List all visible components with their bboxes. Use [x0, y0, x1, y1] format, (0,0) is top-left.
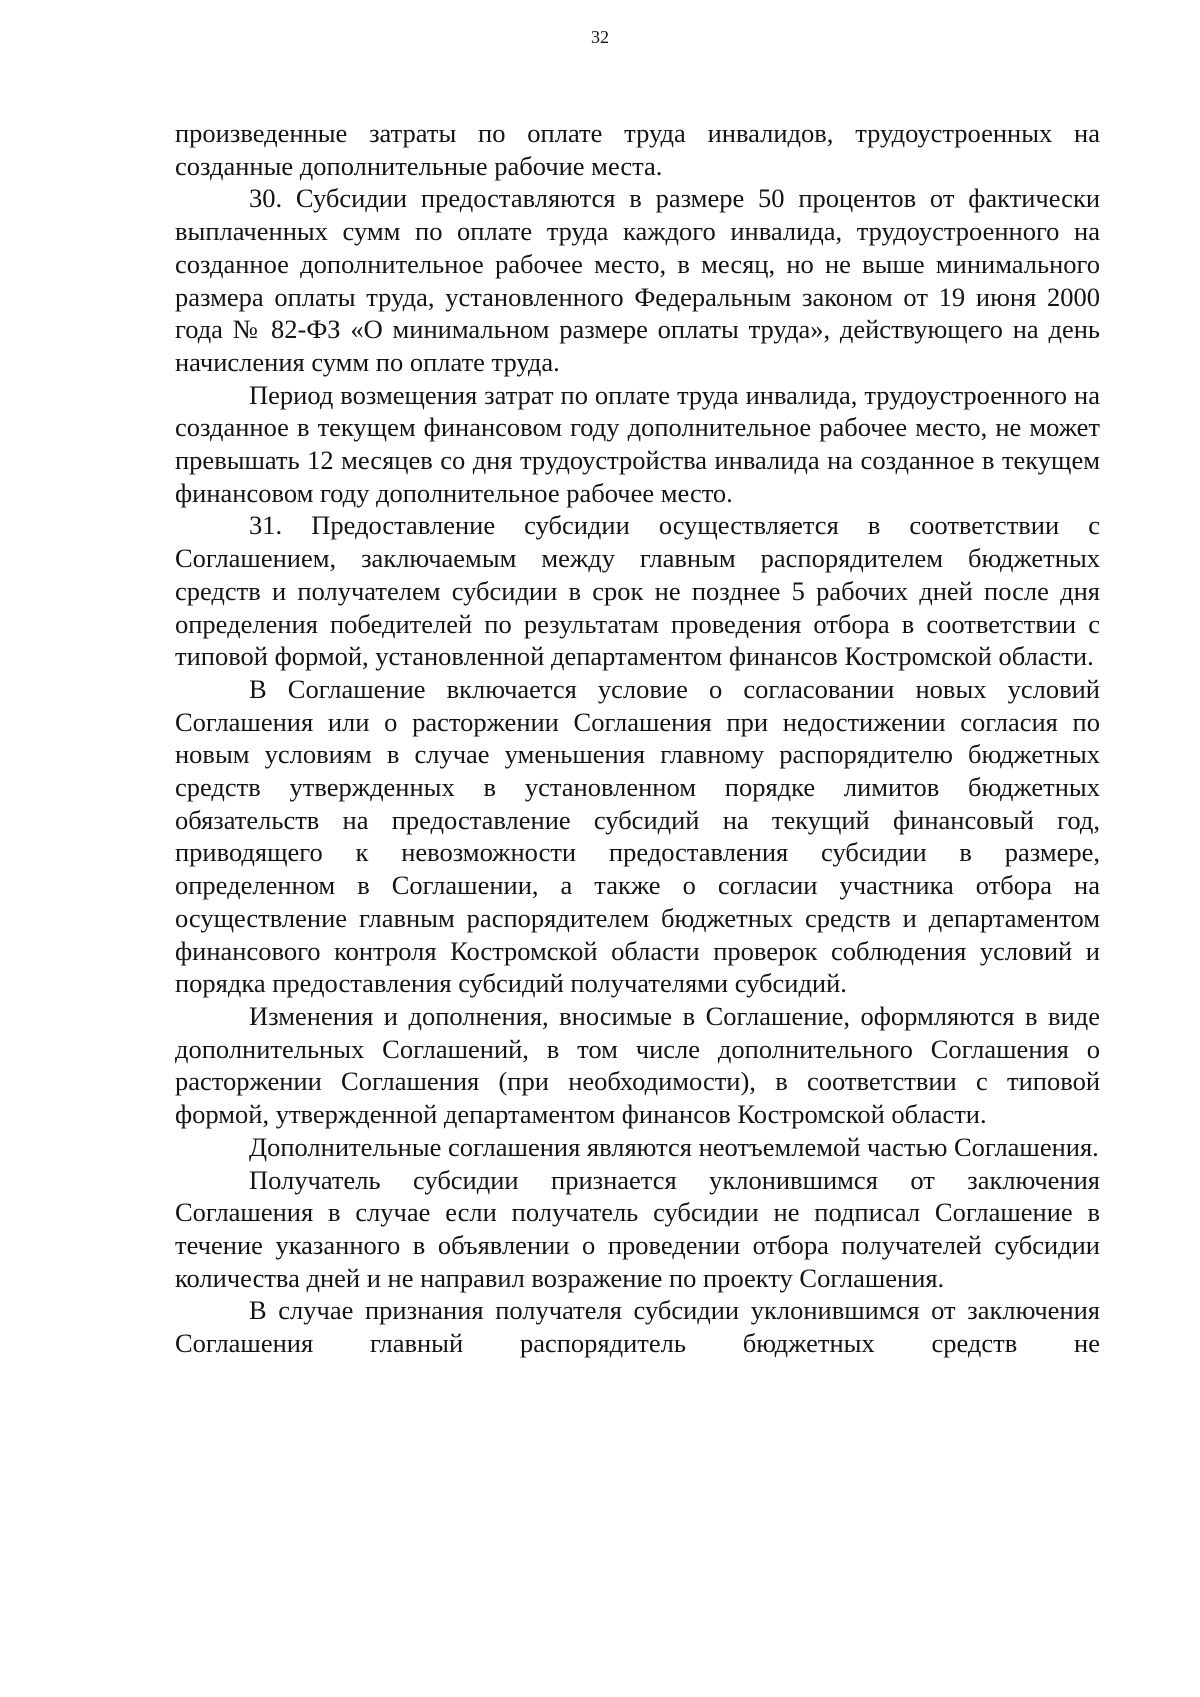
- paragraph-continuation: произведенные затраты по оплате труда инвалидов, трудоустроенных на созданные дополнительные рабочие места.: [175, 118, 1100, 181]
- paragraph-additional-agreements: Дополнительные соглашения являются неотъемлемой частью Соглашения.: [249, 1131, 1099, 1162]
- paragraph-evasion: Получатель субсидии признается уклонившимся от заключения Соглашения в случае если получатель субсидии не подписал Соглашение в течение указанного в объявлении о проведении отбора получателей субсидии количества дней и не направил возражение по проекту Соглашения.: [175, 1164, 1100, 1293]
- paragraph-compensation-period: Период возмещения затрат по оплате труда инвалида, трудоустроенного на созданное в текущем финансовом году дополнительное рабочее место, не может превышать 12 месяцев со дня трудоустройства инвалида на созданное в текущем финансовом году дополнительное рабочее место.: [175, 379, 1100, 508]
- page-number: 32: [591, 27, 609, 47]
- paragraph-item-30: 30. Субсидии предоставляются в размере 50 процентов от фактически выплаченных сумм по оплате труда каждого инвалида, трудоустроенного на созданное дополнительное рабочее место, в месяц, но не выше минимального размера оплаты труда, установленного Федеральным законом от 19 июня 2000 года № 82-ФЗ «О минимальном размере оплаты труда», действующего на день начисления сумм по оплате труда.: [175, 183, 1100, 377]
- document-body: [175, 117, 1100, 1360]
- paragraph-agreement-changes: Изменения и дополнения, вносимые в Соглашение, оформляются в виде дополнительных Соглашений, в том числе дополнительного Соглашения о расторжении Соглашения (при необходимости), в соответствии с типовой формой, утвержденной департаментом финансов Костромской области.: [175, 1000, 1100, 1130]
- paragraph-item-31: 31. Предоставление субсидии осуществляется в соответствии с Соглашением, заключаемым между главным распорядителем бюджетных средств и получателем субсидии в срок не позднее 5 рабочих дней после дня определения победителей по результатам проведения отбора в соответствии с типовой формой, установленной департаментом финансов Костромской области.: [175, 510, 1100, 672]
- paragraph-evasion-consequence: В случае признания получателя субсидии уклонившимся от заключения Соглашения главный распорядитель бюджетных средств не: [175, 1295, 1100, 1359]
- paragraph-agreement-conditions: В Соглашение включается условие о согласовании новых условий Соглашения или о расторжении Соглашения при недостижении согласия по новым условиям в случае уменьшения главному распорядителю бюджетных средств утвержденных в установленном порядке лимитов бюджетных обязательств на предоставление субсидий на текущий финансовый год, приводящего к невозможности предоставления субсидии в размере, определенном в Соглашении, а также о согласии участника отбора на осуществление главным распорядителем бюджетных средств и департаментом финансового контроля Костромской области проверок соблюдения условий и порядка предоставления субсидий получателями субсидий.: [175, 673, 1100, 999]
